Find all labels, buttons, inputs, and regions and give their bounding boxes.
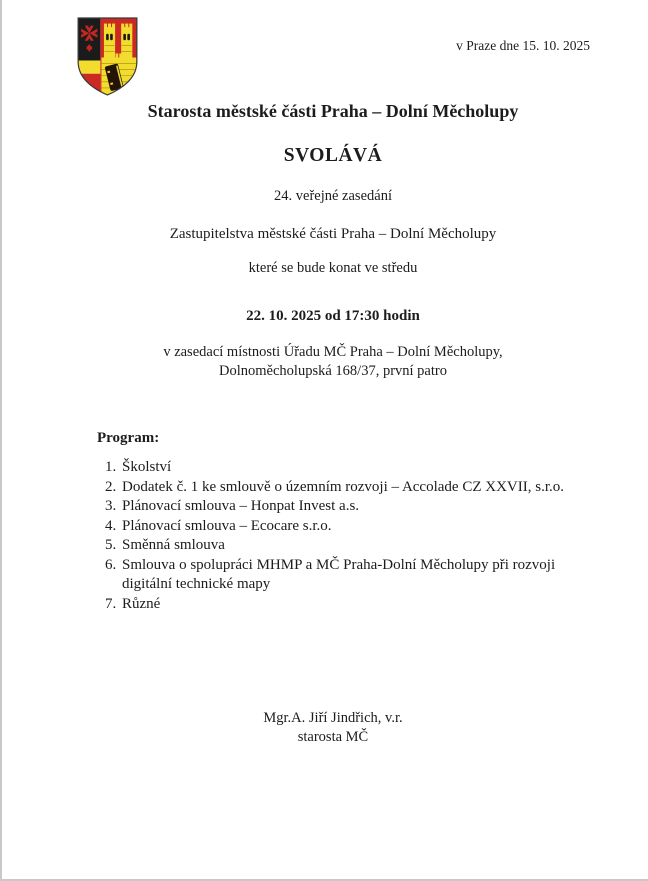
program-item: 5. Směnná smlouva — [120, 536, 598, 556]
date-line: v Praze dne 15. 10. 2025 — [456, 38, 590, 53]
venue-line-1: v zasedací místnosti Úřadu MČ Praha – Dolní Měcholupy, — [163, 344, 503, 360]
assembly-line: Zastupitelstva městské části Praha – Dolní Měcholupy — [169, 226, 497, 242]
venue-block — [18, 343, 648, 381]
document-title: Starosta městské části Praha – Dolní Měcholupy — [147, 101, 519, 121]
program-item: 4. Plánovací smlouva – Ecocare s.r.o. — [120, 517, 598, 537]
venue-line-2: Dolnoměcholupská 168/37, první patro — [219, 363, 447, 379]
program-label: Program: — [97, 430, 160, 446]
coat-of-arms-icon — [76, 17, 139, 96]
program-item: 6. Smlouva o spolupráci MHMP a MČ Praha-Dolní Měcholupy při rozvoji digitální technické mapy — [120, 556, 598, 595]
action-heading: SVOLÁVÁ — [283, 145, 383, 166]
datetime-line: 22. 10. 2025 od 17:30 hodin — [246, 308, 420, 324]
program-item: 2. Dodatek č. 1 ke smlouvě o územním rozvoji – Accolade CZ XXVII, s.r.o. — [120, 478, 598, 498]
signature-role: starosta MČ — [297, 728, 369, 745]
signature-block — [18, 709, 648, 746]
program-item: 7. Různé — [120, 595, 598, 615]
day-line: které se bude konat ve středu — [248, 260, 418, 276]
signature-name: Mgr.A. Jiří Jindřich, v.r. — [263, 710, 403, 726]
program-item: 3. Plánovací smlouva – Honpat Invest a.s. — [120, 497, 598, 517]
program-list — [90, 458, 598, 614]
program-item: 1. Školství — [120, 458, 598, 478]
session-number-line: 24. veřejné zasedání — [274, 188, 392, 204]
